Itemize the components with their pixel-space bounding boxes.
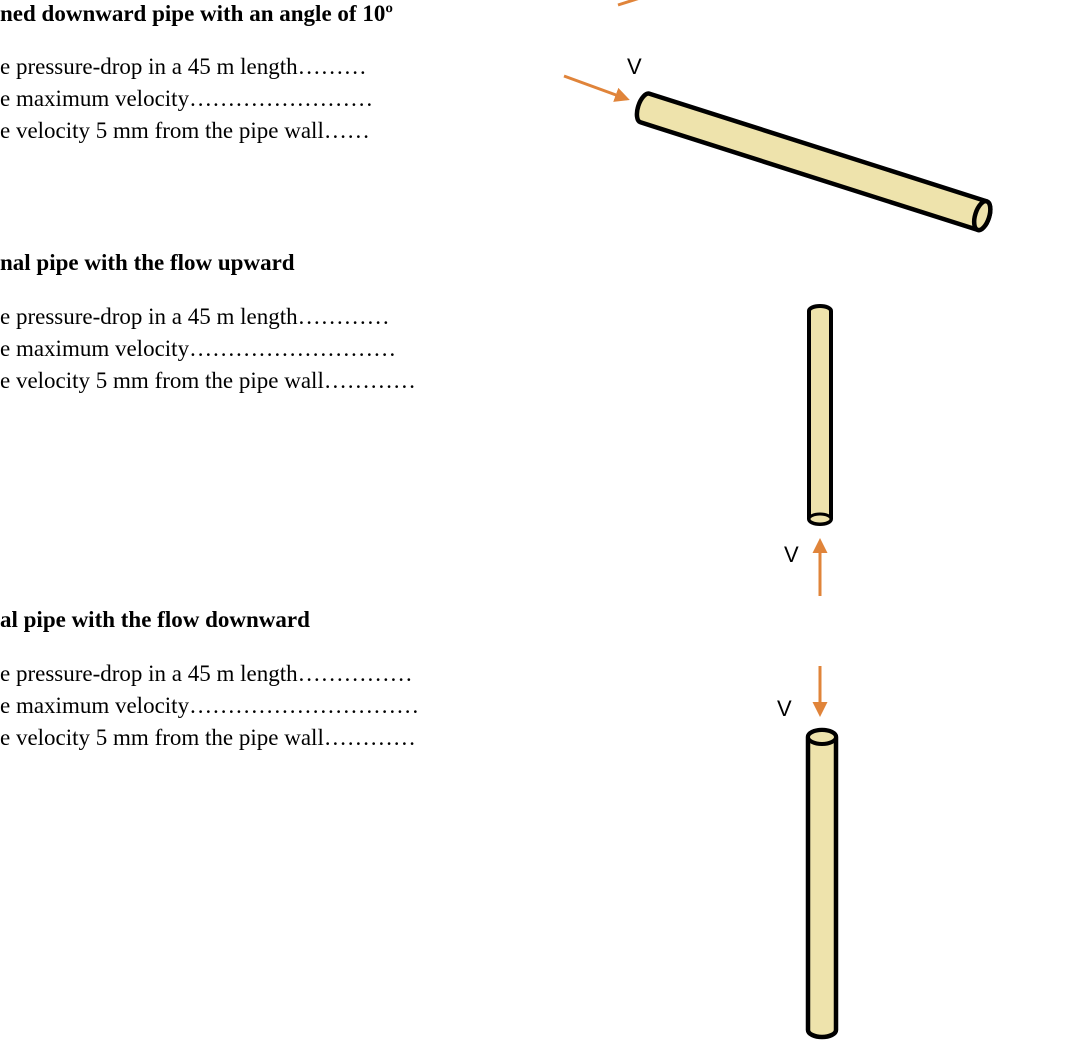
downward-question-max-velocity: e maximum velocity………………………… [0, 693, 420, 718]
section-upward-heading: nal pipe with the flow upward [0, 250, 295, 275]
inclined-question-pressure-drop: e pressure-drop in a 45 m length……… [0, 54, 367, 79]
inclined-question-wall-velocity: e velocity 5 mm from the pipe wall…… [0, 118, 370, 143]
inclined-velocity-label: V [627, 54, 642, 79]
downward-question-wall-velocity: e velocity 5 mm from the pipe wall………… [0, 725, 416, 750]
partial-flow-arrow [618, 0, 640, 5]
upward-question-pressure-drop: e pressure-drop in a 45 m length………… [0, 304, 390, 329]
section-downward-heading: al pipe with the flow downward [0, 607, 310, 632]
section-inclined-heading: ned downward pipe with an angle of 10º [0, 1, 393, 26]
downward-pipe-body [808, 730, 836, 1037]
upward-velocity-label: V [784, 542, 799, 567]
downward-velocity-label: V [777, 696, 792, 721]
upward-pipe [809, 306, 831, 524]
inclined-pipe [634, 92, 994, 232]
downward-question-pressure-drop: e pressure-drop in a 45 m length…………… [0, 661, 413, 686]
upward-pipe-body [809, 306, 831, 524]
inclined-flow-arrow [564, 76, 627, 99]
inclined-question-max-velocity: e maximum velocity…………………… [0, 86, 374, 111]
upward-pipe-inlet-end [809, 514, 831, 524]
upward-question-max-velocity: e maximum velocity……………………… [0, 336, 397, 361]
downward-pipe-inlet-end [808, 730, 836, 744]
inclined-pipe-body [634, 92, 994, 232]
upward-question-wall-velocity: e velocity 5 mm from the pipe wall………… [0, 368, 416, 393]
downward-pipe [808, 730, 836, 1037]
